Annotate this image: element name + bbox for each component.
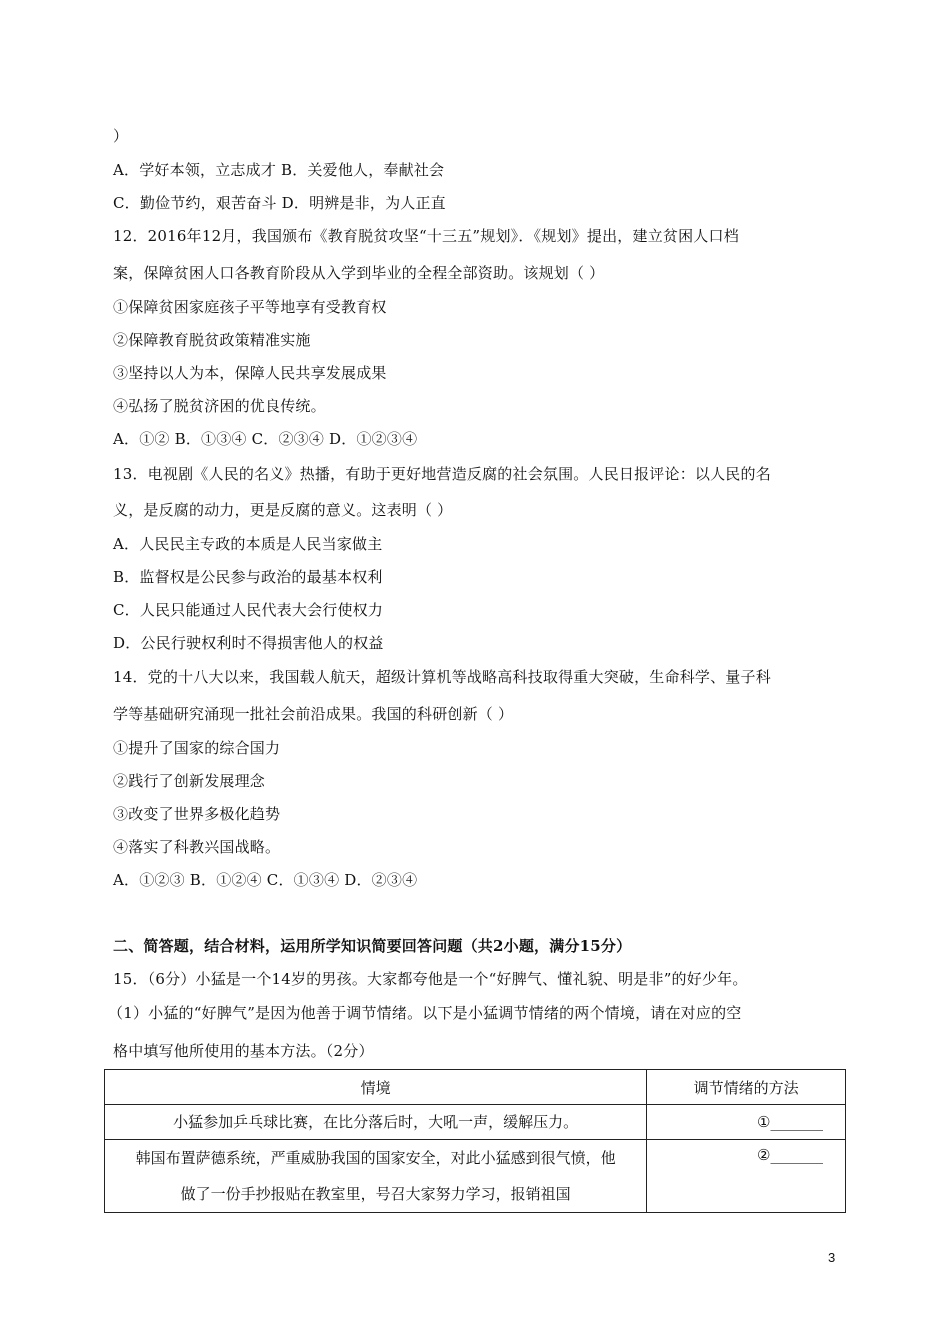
table-cell-situation	[105, 1140, 647, 1213]
row2-situation-line2: 做了一份手抄报贴在教室里，号召大家努力学习，报销祖国	[180, 1185, 571, 1203]
q12-item2: ②保障教育脱贫政策精准实施	[113, 331, 311, 349]
q13-option-d: D．公民行驶权利时不得损害他人的权益	[113, 634, 384, 652]
q14-stem-line2: 学等基础研究涌现一批社会前沿成果。我国的科研创新（ ）	[113, 705, 514, 723]
q13-stem-line2: 义，是反腐的动力，更是反腐的意义。这表明（ ）	[113, 501, 453, 519]
q13-stem-line1: 13．电视剧《人民的名义》热播，有助于更好地营造反腐的社会氛围。人民日报评论：以人民的名	[113, 465, 771, 483]
q11-close-paren: ）	[113, 127, 129, 145]
q15-sub1-line2: 格中填写他所使用的基本方法。（2分）	[113, 1042, 374, 1060]
q13-option-c: C．人民只能通过人民代表大会行使权力	[113, 601, 384, 619]
page-number: 3	[828, 1250, 836, 1265]
q12-item1: ①保障贫困家庭孩子平等地享有受教育权	[113, 298, 387, 316]
q12-item4: ④弘扬了脱贫济困的优良传统。	[113, 397, 326, 415]
q14-stem-line1: 14．党的十八大以来，我国载人航天，超级计算机等战略高科技取得重大突破，生命科学、量子科	[113, 668, 771, 686]
q14-item3: ③改变了世界多极化趋势	[113, 805, 281, 823]
q11-options-cd: C．勤俭节约，艰苦奋斗 D．明辨是非，为人正直	[113, 194, 446, 212]
q15-stem: 15．（6分）小猛是一个14岁的男孩。大家都夸他是一个“好脾气、懂礼貌、明是非”的好少年。	[113, 970, 748, 988]
q14-options: A．①②③ B．①②④ C．①③④ D．②③④	[113, 871, 418, 889]
q14-item1: ①提升了国家的综合国力	[113, 739, 281, 757]
q14-item2: ②践行了创新发展理念	[113, 772, 266, 790]
table-cell-situation	[105, 1105, 647, 1140]
q15-sub1-line1: （1）小猛的“好脾气”是因为他善于调节情绪。以下是小猛调节情绪的两个情境，请在对应的空	[108, 1004, 742, 1022]
q13-option-a: A．人民民主专政的本质是人民当家做主	[113, 535, 383, 553]
q12-item3: ③坚持以人为本，保障人民共享发展成果	[113, 364, 387, 382]
q12-stem-line2: 案，保障贫困人口各教育阶段从入学到毕业的全程全部资助。该规划（ ）	[113, 264, 605, 282]
row2-answer-blank[interactable]: ②_______	[647, 1140, 846, 1213]
q12-stem-line1: 12．2016年12月，我国颁布《教育脱贫攻坚“十三五”规划》．《规划》提出，建立贫困人口档	[113, 227, 739, 245]
table-row	[105, 1105, 846, 1140]
q13-option-b: B．监督权是公民参与政治的最基本权利	[113, 568, 383, 586]
q12-options: A．①② B．①③④ C．②③④ D．①②③④	[113, 430, 418, 448]
table-row	[105, 1140, 846, 1213]
table-header-situation: 情境	[105, 1070, 647, 1105]
q11-options-ab: A．学好本领，立志成才 B．关爱他人，奉献社会	[113, 161, 445, 179]
q14-item4: ④落实了科教兴国战略。	[113, 838, 281, 856]
table-header-method: 调节情绪的方法	[647, 1070, 846, 1105]
row2-situation-line1: 韩国布置萨德系统，严重威胁我国的国家安全，对此小猛感到很气愤，他	[135, 1149, 616, 1167]
row1-situation-text: 小猛参加乒乓球比赛，在比分落后时，大吼一声，缓解压力。	[173, 1113, 579, 1131]
table-header-row	[105, 1070, 846, 1105]
row1-answer-blank[interactable]: ①_______	[647, 1105, 846, 1140]
section2-title: 二、简答题，结合材料，运用所学知识简要回答问题（共2小题，满分15分）	[113, 937, 632, 955]
emotion-method-table	[104, 1069, 846, 1213]
